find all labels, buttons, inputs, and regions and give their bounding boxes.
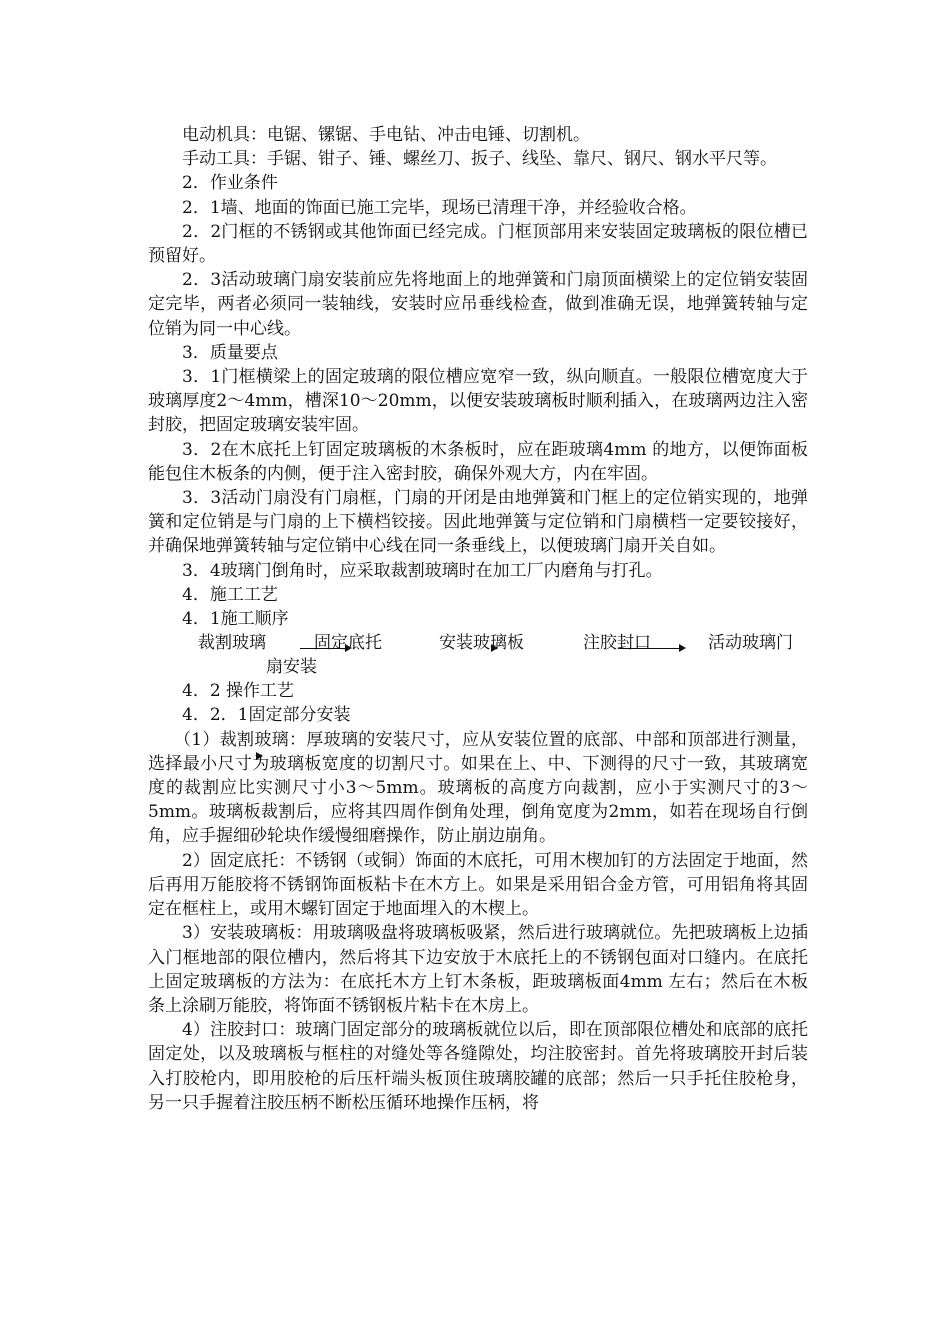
paragraph: 手动工具：手锯、钳子、锤、螺丝刀、扳子、线坠、靠尺、钢尺、钢水平尺等。 <box>182 149 777 170</box>
paragraph: 3．4玻璃门倒角时，应采取裁割玻璃时在加工厂内磨角与打孔。 <box>182 560 663 581</box>
heading-work-conditions: 2．作业条件 <box>182 173 278 194</box>
paragraph: 4）注胶封口：玻璃门固定部分的玻璃板就位以后，即在顶部限位槽处和底部的底托固定处，以及玻璃板与框柱的对缝处等各缝隙处，均注胶密封。首先将玻璃胶开封后装入打胶枪内，即用胶枪的后压杆端头板顶住玻璃胶罐的底部；然后一只手托住胶枪身，另一只手握着注胶压柄不断松压循环地操作压柄，将 <box>148 1020 808 1113</box>
heading-construction-process: 4．施工工艺 <box>182 584 278 605</box>
flow-step: 注胶封口 <box>583 633 651 654</box>
heading-fixed-part-installation: 4．2．1固定部分安装 <box>182 705 351 726</box>
paragraph: 2．3活动玻璃门扇安装前应先将地面上的地弹簧和门扇顶面横梁上的定位销安装固定完毕，两者必须同一装轴线，安装时应吊垂线检查，做到准确无误，地弹簧转轴与定位销为同一中心线。 <box>148 270 808 339</box>
paragraph: 2．2门框的不锈钢或其他饰面已经完成。门框顶部用来安装固定玻璃板的限位槽已预留好。 <box>148 221 808 267</box>
paragraph: 3．1门框横梁上的固定玻璃的限位槽应宽窄一致，纵向顺直。一般限位槽宽度大于玻璃厚度2～4mm，槽深10～20mm，以便安装玻璃板时顺利插入，在玻璃两边注入密封胶，把固定玻璃安装牢固。 <box>148 367 808 436</box>
heading-quality-points: 3．质量要点 <box>182 342 278 363</box>
flow-step: 安装玻璃板 <box>439 633 524 654</box>
paragraph: 3．3活动门扇没有门扇框，门扇的开闭是由地弹簧和门框上的定位销实现的，地弹簧和定位销是与门扇的上下横档铰接。因此地弹簧与定位销和门扇横档一定要铰接好，并确保地弹簧转轴与定位销中心线在同一条垂线上，以便玻璃门扇开关自如。 <box>148 488 808 557</box>
paragraph: 3）安装玻璃板：用玻璃吸盘将玻璃板吸紧，然后进行玻璃就位。先把玻璃板上边插入门框地部的限位槽内，然后将其下边安放于木底托上的不锈钢包面对口缝内。在底托上固定玻璃板的方法为：在底托木方上钉木条板，距玻璃板面4mm 左右；然后在木板条上涂刷万能胶，将饰面不锈钢板片粘卡在木房上。 <box>148 923 808 1016</box>
paragraph: 3．2在木底托上钉固定玻璃板的木条板时，应在距玻璃4mm 的地方，以便饰面板能包住木板条的内侧，便于注入密封胶，确保外观大方，内在牢固。 <box>148 439 808 484</box>
paragraph: （1）裁割玻璃：厚玻璃的安装尺寸，应从安装位置的底部、中部和顶部进行测量，选择最小尺寸为玻璃板宽度的切割尺寸。如果在上、中、下测得的尺寸一致，其玻璃宽度的裁割应比实测尺寸小3～5mm。玻璃板的高度方向裁割，应小于实测尺寸的3～5mm。玻璃板裁割后，应将其四周作倒角处理，倒角宽度为2mm，如若在现场自行倒角，应手握细砂轮块作缓慢细磨操作，防止崩边崩角。 <box>148 729 808 847</box>
flow-arrow-icon <box>256 752 263 760</box>
document-body <box>148 123 808 1115</box>
flow-step: 活动玻璃门 <box>708 633 793 654</box>
paragraph: 2）固定底托：不锈钢（或铜）饰面的木底托，可用木楔加钉的方法固定于地面，然后再用万能胶将不锈钢饰面板粘卡在木方上。如果是采用铝合金方管，可用铝角将其固定在框柱上，或用木螺钉固定于地面埋入的木楔上。 <box>148 850 808 920</box>
flow-step: 固定底托 <box>314 633 382 654</box>
flow-step: 裁割玻璃 <box>198 633 266 654</box>
heading-construction-sequence: 4．1施工顺序 <box>182 609 289 630</box>
heading-operation-process: 4．2 操作工艺 <box>182 681 295 702</box>
paragraph: 电动机具：电锯、镙锯、手电钻、冲击电锤、切割机。 <box>182 125 590 145</box>
section-after-flow <box>148 679 808 1115</box>
section-before-flow <box>148 123 808 631</box>
paragraph: 2．1墙、地面的饰面已施工完毕，现场已清理干净，并经验收合格。 <box>182 197 697 218</box>
process-flow <box>148 631 808 679</box>
flow-step-continuation: 扇安装 <box>266 657 317 678</box>
